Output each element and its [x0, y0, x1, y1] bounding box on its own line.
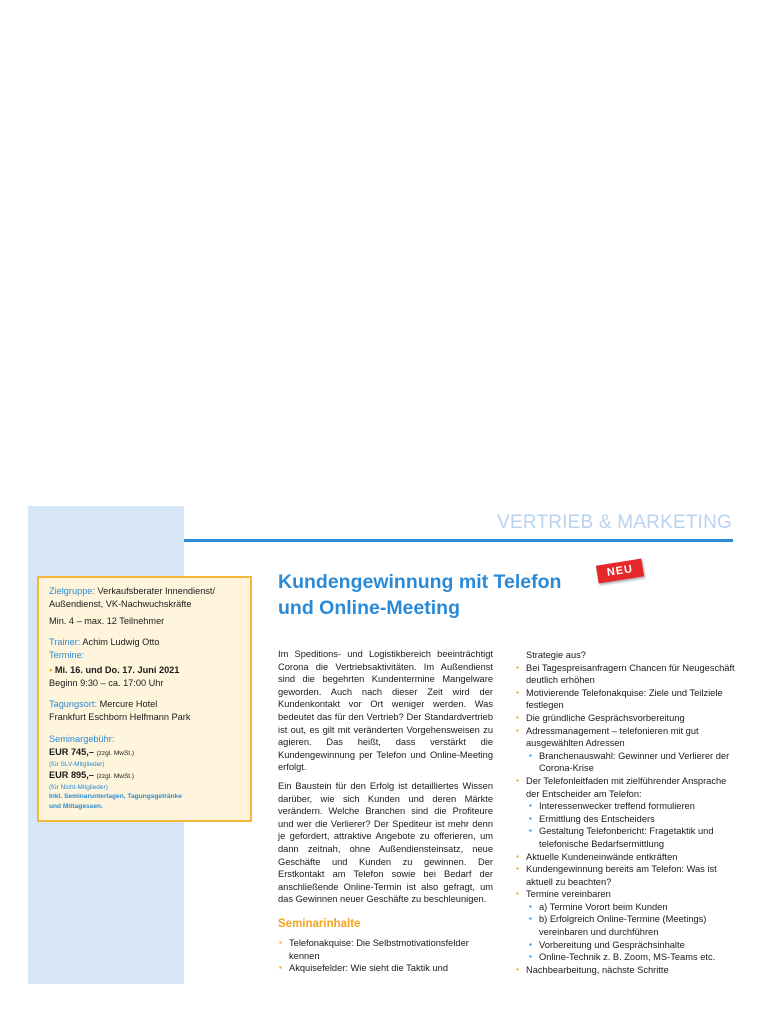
section-divider — [184, 539, 733, 542]
section-title: VERTRIEB & MARKETING — [497, 512, 732, 533]
list-item: ▪ Nachbearbeitung, nächste Schritte — [515, 964, 735, 977]
zielgruppe-text-2: Außendienst, VK-Nachwuchskräfte — [49, 599, 192, 609]
sub-list-item: ▪ Vorbereitung und Gesprächsinhalte — [515, 939, 735, 952]
list-item: ▪ Kundengewinnung bereits am Telefon: Was ist aktuell zu beachten? — [515, 863, 735, 888]
zielgruppe-label: Zielgruppe: — [49, 586, 95, 596]
teilnehmer: Min. 4 – max. 12 Teilnehmer — [49, 616, 165, 626]
termine-bullet: ▪ — [49, 665, 53, 675]
price-members-note: (für SLV-Mitglieder) — [49, 761, 105, 768]
contents-list-left — [278, 937, 498, 975]
trainer — [49, 636, 241, 649]
termine-time: Beginn 9:30 – ca. 17:00 Uhr — [49, 678, 164, 688]
price-nonmembers — [49, 769, 241, 783]
termine-label: Termine: — [49, 650, 85, 660]
list-item: ▪ Aktuelle Kundeneinwände entkräften — [515, 851, 735, 864]
sub-list-item: ▪ Online-Technik z. B. Zoom, MS-Teams etc. — [515, 951, 735, 964]
price-nonmembers-note: (für Nicht-Mitglieder) — [49, 784, 108, 791]
list-item: ▪ Der Telefonleitfaden mit zielführender Ansprache der Entscheider am Telefon: — [515, 775, 735, 800]
trainer-label: Trainer: — [49, 637, 81, 647]
list-item: ▪ Telefonakquise: Die Selbstmotivationsfelder kennen — [278, 937, 498, 962]
title-line-1: Kundengewinnung mit Telefon — [278, 571, 562, 593]
contents-heading: Seminarinhalte — [278, 918, 361, 930]
sub-list-item: ▪ Interessenwecker treffend formulieren — [515, 800, 735, 813]
price-nonmembers-tax: (zzgl. MwSt.) — [96, 773, 135, 780]
list-item: ▪ Die gründliche Gesprächsvorbereitung — [515, 712, 735, 725]
inclusions-line-2: und Mittagessen. — [49, 803, 103, 810]
body-text — [278, 648, 493, 912]
contents-list-right — [515, 649, 735, 976]
body-paragraph-1: Im Speditions- und Logistikbereich beeinträchtigt Corona die Vertriebsaktivitäten. Im Außendienst sind die begehrten Kundentermine Mangelware geworden. Auch nach dieser Zeit wird der Kundenkontakt vor Ort weniger werden. Was bedeutet das für den Vertrieb? Der Standardvertrieb ist out, es gilt mit veränderten Vorgehensweisen zu agieren. Das heißt, dass verstärkt die Kundengewinnung per Telefon und Online-Meeting erfolgt. — [278, 649, 493, 773]
tagungsort-line-2: Frankfurt Eschborn Helfmann Park — [49, 712, 191, 722]
inclusions-note — [49, 792, 241, 812]
trainer-name: Achim Ludwig Otto — [82, 637, 160, 647]
contents-items — [515, 662, 735, 977]
sub-list-item: ▪ Gestaltung Telefonbericht: Fragetaktik und telefonische Bedarfsermittlung — [515, 825, 735, 850]
list-item: ▪ Motivierende Telefonakquise: Ziele und Teilziele festlegen — [515, 687, 735, 712]
tagungsort — [49, 698, 241, 711]
sub-list-item: ▪ b) Erfolgreich Online-Termine (Meetings) vereinbaren und durchführen — [515, 913, 735, 938]
price-members-amount: EUR 745,– — [49, 747, 94, 757]
zielgruppe-text-1: Verkaufsberater Innendienst/ — [97, 586, 216, 596]
list-item: ▪ Termine vereinbaren — [515, 888, 735, 901]
page-title — [278, 569, 598, 621]
zielgruppe — [49, 585, 241, 598]
price-members-tax: (zzgl. MwSt.) — [96, 750, 135, 757]
list-item-continuation: Strategie aus? — [526, 650, 586, 660]
list-item: ▪ Adressmanagement – telefonieren mit gut ausgewählten Adressen — [515, 725, 735, 750]
title-line-2: und Online-Meeting — [278, 597, 460, 619]
seminar-info-box — [37, 576, 252, 822]
sub-list-item: ▪ Ermittlung des Entscheiders — [515, 813, 735, 826]
price-nonmembers-amount: EUR 895,– — [49, 770, 94, 780]
inclusions-line-1: Inkl. Seminarunterlagen, Tagungsgetränke — [49, 793, 182, 800]
termine-date-line — [49, 664, 241, 677]
body-paragraph-2: Ein Baustein für den Erfolg ist detailliertes Wissen darüber, wie sich Kunden und deren Märkte verändern. Welche Branchen sind die Profiteure und wer die Verlierer? Der Spediteur ist mehr denn je gefordert, attraktive Angebote zu offerieren, um dann zeitnah, ohne Außendiensteinsatz, neue Geschäfte und Kunden zu gewinnen. Der Erstkontakt am Telefon sowie bei Bedarf der anschließende Online-Termin ist also gefragt, um das Gewinnen neuer Geschäfte zu beschleunigen. — [278, 780, 493, 905]
tagungsort-label: Tagungsort: — [49, 699, 98, 709]
sub-list-item: ▪ a) Termine Vorort beim Kunden — [515, 901, 735, 914]
list-item: ▪ Akquisefelder: Wie sieht die Taktik und — [278, 962, 498, 975]
price-members — [49, 746, 241, 760]
sub-list-item: ▪ Branchenauswahl: Gewinner und Verlierer der Corona-Krise — [515, 750, 735, 775]
termine-date: Mi. 16. und Do. 17. Juni 2021 — [54, 665, 180, 675]
new-badge: NEU — [596, 559, 644, 584]
tagungsort-line-1: Mercure Hotel — [99, 699, 158, 709]
list-item: ▪ Bei Tagespreisanfragern Chancen für Neugeschäft deutlich erhöhen — [515, 662, 735, 687]
seminargebuehr-label: Seminargebühr: — [49, 734, 115, 744]
